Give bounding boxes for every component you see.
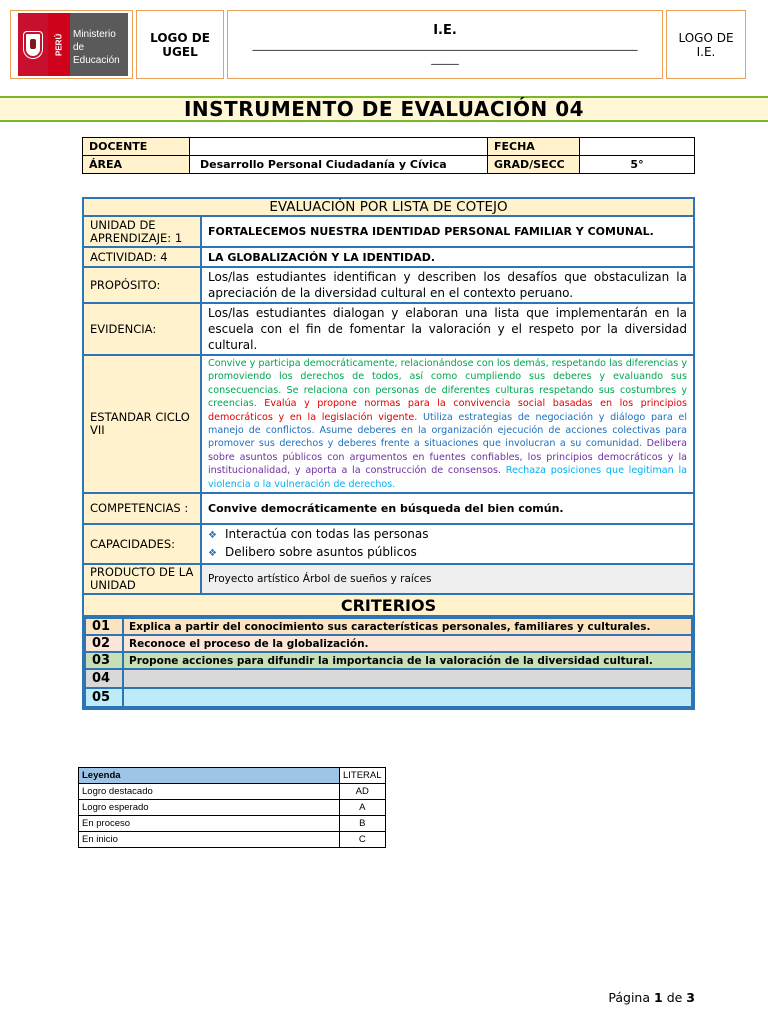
capacidades-list — [201, 524, 694, 564]
criterio-row — [85, 669, 692, 688]
legend-label: En proceso — [79, 816, 340, 832]
docente-label: DOCENTE — [83, 138, 190, 156]
criterio-text: Propone acciones para difundir la importancia de la valoración de la diversidad cultural. — [123, 652, 692, 669]
capacidad-item: ❖ Delibero sobre asuntos públicos — [208, 545, 417, 560]
competencias-value: Convive democráticamente en búsqueda del bien común. — [201, 493, 694, 524]
ie-name-line-2: _____ — [431, 51, 459, 65]
legend-label: Logro destacado — [79, 784, 340, 800]
evidencia-value: Los/las estudiantes dialogan y elaboran una lista que implementarán en la escuela con el fin de fomentar la valoración y el respeto por la diversidad cultural. — [201, 303, 694, 355]
ie-box — [227, 10, 663, 79]
estandar-part-4: Delibera sobre asuntos públicos con argumentos en fuentes confiables, los principios democráticos y la institucionalidad, y aporta a la construcción de consensos. — [208, 438, 687, 477]
criterio-number: 04 — [85, 669, 123, 688]
evaluation-heading: EVALUACIÓN POR LISTA DE COTEJO — [83, 198, 694, 216]
peru-shield-icon — [18, 13, 48, 76]
legend-label: Logro esperado — [79, 800, 340, 816]
criterio-text[interactable] — [123, 669, 692, 688]
info-table — [82, 137, 695, 174]
estandar-part-5: Rechaza posiciones que legitiman la violencia o la vulneración de derechos. — [208, 465, 687, 490]
criterio-text: Explica a partir del conocimiento sus características personales, familiares y culturales. — [123, 618, 692, 635]
unidad-label: UNIDAD DE APRENDIZAJE: 1 — [83, 216, 201, 247]
grad-value: 5° — [580, 156, 695, 174]
estandar-part-1: Convive y participa democráticamente, relacionándose con los demás, respetando las diferencias y promoviendo los derechos de todos, así como cumpliendo sus deberes y evaluando sus consecuencias. Se relaciona con personas de diferentes culturas respetando sus costumbres y creencias. — [208, 358, 687, 410]
legend-code: A — [340, 800, 386, 816]
logo-ugel-box — [136, 10, 224, 79]
criterio-row — [85, 688, 692, 707]
criterio-number: 01 — [85, 618, 123, 635]
capacidad-item: ❖ Interactúa con todas las personas — [208, 527, 429, 542]
criterios-table — [84, 617, 693, 708]
criterio-number: 05 — [85, 688, 123, 707]
estandar-label: ESTANDAR CICLO VII — [83, 355, 201, 493]
diamond-bullet-icon: ❖ — [208, 530, 217, 542]
competencias-label: COMPETENCIAS : — [83, 493, 201, 524]
legend-row — [79, 816, 386, 832]
legend-label: En inicio — [79, 832, 340, 848]
fecha-label: FECHA — [488, 138, 580, 156]
evidencia-label: EVIDENCIA: — [83, 303, 201, 355]
producto-value: Proyecto artístico Árbol de sueños y raíces — [201, 564, 694, 594]
criterio-text[interactable] — [123, 688, 692, 707]
ie-name-line: ______________________________________________________________________ — [252, 37, 638, 51]
proposito-label: PROPÓSITO: — [83, 267, 201, 303]
unidad-value: FORTALECEMOS NUESTRA IDENTIDAD PERSONAL FAMILIAR Y COMUNAL. — [201, 216, 694, 247]
capacidades-label: CAPACIDADES: — [83, 524, 201, 564]
title-bar — [0, 96, 768, 122]
page-footer — [608, 990, 695, 1005]
ie-label: I.E. — [433, 22, 457, 38]
fecha-value[interactable] — [580, 138, 695, 156]
logo-ie-box — [666, 10, 746, 79]
logo-ugel-text: LOGO DE UGEL — [150, 30, 210, 59]
criterio-row — [85, 652, 692, 669]
legend-code: C — [340, 832, 386, 848]
criterio-row — [85, 618, 692, 635]
legend-header: Leyenda — [79, 768, 340, 784]
estandar-part-2: Evalúa y propone normas para la convivencia social basadas en los principios democráticos y en la legislación vigente. — [208, 398, 687, 423]
grad-label: GRAD/SECC — [488, 156, 580, 174]
area-label: ÁREA — [83, 156, 190, 174]
docente-value[interactable] — [190, 138, 488, 156]
criterio-text: Reconoce el proceso de la globalización. — [123, 635, 692, 652]
legend-table — [78, 767, 386, 848]
page-number: 1 — [654, 990, 663, 1005]
evaluation-table — [82, 197, 695, 710]
criterio-row — [85, 635, 692, 652]
criterio-number: 02 — [85, 635, 123, 652]
actividad-value: LA GLOBALIZACIÓN Y LA IDENTIDAD. — [201, 247, 694, 267]
area-value: Desarrollo Personal Ciudadanía y Cívica — [190, 156, 488, 174]
minedu-name: Ministerio de Educación — [73, 29, 120, 66]
logo-ie-text: LOGO DE I.E. — [678, 30, 734, 59]
actividad-label: ACTIVIDAD: 4 — [83, 247, 201, 267]
minedu-country: PERÚ — [48, 13, 70, 76]
estandar-value — [201, 355, 694, 493]
legend-row — [79, 800, 386, 816]
legend-row — [79, 784, 386, 800]
estandar-part-3: Utiliza estrategias de negociación y diálogo para el manejo de conflictos. Asume deberes en la organización ejecución de acciones colectivas para promover sus derechos y deberes frente a situaciones que involucran a su comunidad. — [208, 411, 687, 450]
legend-literal-header: LITERAL — [340, 768, 386, 784]
page-total: 3 — [686, 990, 695, 1005]
diamond-bullet-icon: ❖ — [208, 548, 217, 560]
page-word: Página — [608, 990, 651, 1005]
of-word: de — [666, 990, 683, 1005]
legend-code: AD — [340, 784, 386, 800]
page-title: INSTRUMENTO DE EVALUACIÓN 04 — [183, 97, 585, 121]
proposito-value: Los/las estudiantes identifican y describen los desafíos que obstaculizan la apreciación de la diversidad cultural en el contexto peruano. — [201, 267, 694, 303]
producto-label: PRODUCTO DE LA UNIDAD — [83, 564, 201, 594]
legend-code: B — [340, 816, 386, 832]
legend-row — [79, 832, 386, 848]
criterio-number: 03 — [85, 652, 123, 669]
minedu-logo — [18, 13, 128, 76]
criterios-heading: CRITERIOS — [83, 594, 694, 616]
